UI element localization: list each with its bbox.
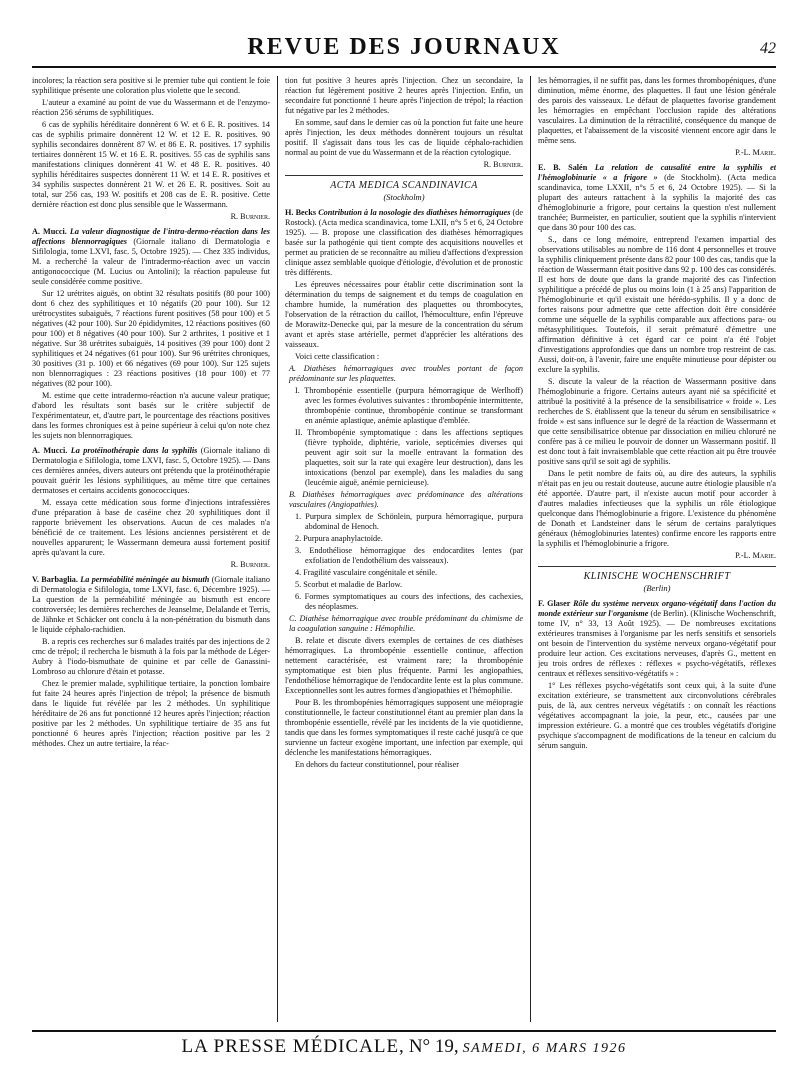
entry-text: (de Berlin). (Klinische Wochenschrift, tome IV, n° 33, 13 Août 1925). — De nombreuses excitations extérieures transmises à l'organisme par les nerfs sensitifs et sensoriels ont besoin de l'intervention du système nerveux organo-végétatif pour produire leur action. Ces excitations nerveuses, d'après G., mettent en jeu trois ordres de réflexes : réflexes « psycho-végétatifs, réflexes centraux et réflexes sensitivo-végétatifs » : bbox=[538, 608, 776, 678]
paragraph: S., dans ce long mémoire, entreprend l'examen impartial des observations utilisables au nombre de 116 dont 4 personnelles et trouve la syphilis cliniquement présente dans 82 pour 100 des cas, tandis que la réaction de Wassermann était positive dans 92 p. 100 des cas considérés. Il est hors de doute que dans la grande majorité des cas l'infection syphilitique a précédé de plus ou moins loin (1 à 25 ans) l'apparition de l'hémoglobinurie et qu'il existait une hérédo-syphilis. Il y a donc de fortes raisons pour admettre que cette affection doit être considérée comme une séquelle de la syphilis comparable aux affections para- ou métasyphilitiques. Toutefois, il serait prématuré d'émettre une affirmation définitive à cet égard car ce point n'a été l'objet d'investigations approfondies que dans un nombre trop restreint de cas. Aussi, doit-on, à l'avenir, faire une enquête minutieuse pour dépister ou exclure la syphilis. bbox=[538, 235, 776, 374]
paragraph: L'auteur a examiné au point de vue du Wassermann et de l'enzymo-réaction 256 sérums de syphilitiques. bbox=[32, 98, 270, 117]
entry-text: (de Rostock). (Acta medica scandinavica, tome LXII, n°s 5 et 6, 24 Octobre 1925). — B. propose une classification des diathèses hémorragiques basée sur la pathogénie qui tient compte des acquisitions nouvelles et permet au praticien de se reconnaître au milieu d'affections d'expression clinique assez semblable quoique d'étiologie, d'évolution et de pronostic très différents. bbox=[285, 207, 523, 277]
journal-heading: ACTA MEDICA SCANDINAVICA bbox=[330, 180, 478, 191]
paragraph: M. estime que cette intradermo-réaction n'a aucune valeur pratique; d'abord les résultats sont basés sur le critère subjectif de l'expérimentateur, et, d'autre part, le pourcentage des réactions positives dans les formes chroniques est à peine supérieur à celui qu'on note chez les sujets non blennorragiques. bbox=[32, 391, 270, 440]
footer-issue-number: N° 19, bbox=[408, 1036, 459, 1057]
entry-author: V. Barbaglia. bbox=[32, 575, 81, 584]
entry-text: (Giornale italiano di Dermatologia e Sifilologia, tome LXVI, fasc. 5, Octobre 1925). — Dans ces dernières années, divers auteurs ont prétendu que la protéinothérapie pouvait guérir les lésions syphilitiques, au même titre que certaines dermatoses et certains accidents gonococciques. bbox=[32, 446, 270, 495]
paragraph: S. discute la valeur de la réaction de Wassermann positive dans l'hémoglobinurie a frigore. Certains auteurs ayant nié sa spécificité et attribué la positivité à la présence de la sensibilisatrice « froide ». Les recherches de S. établissent que la teneur du sérum en sensibilisatrice « froide » est sans influence sur le degré de la réaction de Wassermann et que cette sensibilisatrice obtenue par dissociation en milieu chloruré ne confère pas à ce milieu le pouvoir de donner un Wassermann positif. Il est donc tout à fait invraisemblable que cette réaction ait pu être trouvée positive sans qu'il se soit agi de syphilis. bbox=[538, 377, 776, 466]
review-entry bbox=[538, 163, 776, 233]
paragraph: incolores; la réaction sera positive si le premier tube qui contient le foie syphilitique présente une coloration plus violette que le second. bbox=[32, 76, 270, 95]
classification-heading: A. Diathèses hémorragiques avec troubles portant de façon prédominante sur les plaquettes. bbox=[289, 363, 523, 383]
entry-author: H. Becks bbox=[285, 207, 319, 217]
article-columns bbox=[32, 76, 776, 1022]
journal-city: (Stockholm) bbox=[383, 192, 425, 203]
review-entry bbox=[538, 599, 776, 679]
column-rule bbox=[530, 76, 531, 1022]
column-3 bbox=[538, 76, 776, 1022]
paragraph: En dehors du facteur constitutionnel, pour réaliser bbox=[295, 759, 459, 769]
paragraph: M. essaya cette médication sous forme d'injections intrafessières d'une préparation à base de caséine chez 20 syphilitiques dont il rapporte brièvement les observations. Aucun de ces malades n'a bénéficié de ce traitement. Les lésions anciennes persistèrent et de nouvelles apparurent; le Wassermann demeura aussi fortement positif après qu'avant la cure. bbox=[32, 498, 270, 557]
paragraph: 6 cas de syphilis héréditaire donnèrent 6 W. et 6 E. R. positives. 14 cas de syphilis primaire donnèrent 12 W. et 12 E. R. positives. 90 syphilis secondaires donnèrent 87 W. et 86 E. R. positives. 17 syphilis tertiaires donnèrent 15 W. et 16 E. R. positives. 55 cas de syphilis sans manifestations cliniques donnèrent 41 W. et 48 E. R. positives. 40 syphilis héréditaires suspectes donnèrent 11 W. et 14 E. R. positives et 34 syphilis suspectes donnèrent 21 W. et 26 E. R. positives. Soit au total, sur 256 cas, 193 W. positifs et 208 cas de E. R. positive. Cette dernière réaction est donc plus sensible que le Wassermann. bbox=[32, 120, 270, 209]
review-entry bbox=[32, 227, 270, 287]
classification-item: II. Thrombopénie symptomatique : dans les affections septiques (fièvre typhoïde, diphtérie, variole, septicémies diverses qui peuvent agir soit sur la moelle entravant la formation des plaquettes, soit sur la rate qui exagère leur destruction), dans les intoxications (benzol par exemple), dans les maladies du sang (leucémie aiguë, anémie pernicieuse). bbox=[295, 427, 523, 487]
entry-text: (de Stockholm). (Acta medica scandinavica, tome LXXII, n°s 5 et 6, 24 Octobre 1925). — Si la plupart des auteurs rattachent à la syphilis la majorité des cas d'hémoglobinurie a frigore, pour certains la question n'est nullement tranchée; Burmeister, en particulier, soutient que la syphilis n'intervient que dans 30 pour 100 des cas. bbox=[538, 173, 776, 232]
paragraph: Chez le premier malade, syphilitique tertiaire, la ponction lombaire fut faite 24 heures après l'injection de trépol; la présence de bismuth dans le liquide fut révélée par les 2 méthodes. Un syphilitique héréditaire de 26 ans fut ponctionné 12 heures après l'injection; réaction positive par les 2 méthodes. Un syphilitique tertiaire de 35 ans fut ponctionné 6 heures après l'injection; réaction positive par les 2 méthodes. Chez un autre tertiaire, la réac- bbox=[32, 679, 270, 748]
journal-section-title: REVUE DES JOURNAUX bbox=[247, 34, 561, 60]
page-number: 42 bbox=[760, 40, 776, 57]
journal-heading: KLINISCHE WOCHENSCHRIFT bbox=[583, 571, 731, 582]
reviewer-signature: R. Burnier. bbox=[230, 212, 270, 221]
column-2 bbox=[285, 76, 523, 1022]
entry-author: F. Glaser bbox=[538, 598, 574, 608]
classification-item: 2. Purpura anaphylactoïde. bbox=[295, 533, 383, 543]
entry-author: A. Mucci. bbox=[32, 227, 70, 236]
entry-title: Contribution à la nosologie des diathèses hémorragiques bbox=[318, 207, 513, 217]
classification-item: 3. Endothéliose hémorragique des endocardites lentes (par exfoliation de l'endothélium des vaisseaux). bbox=[295, 545, 523, 565]
entry-text: (Giornale italiano di Dermatologia e Sifilologia, tome LXVI, fasc. 5, Octobre 1925). — Chez 335 individus, M. a recherché la valeur de l'intradermo-réaction avec un vaccin antigonococcique (M. Lucius ou Antolini); la réaction papuleuse fut seule considérée comme positive. bbox=[32, 237, 270, 286]
entry-title: La perméabilité méningée au bismuth bbox=[80, 575, 212, 584]
entry-title: La valeur diagnostique de l'intra-dermo-réaction dans les affections blennorragiques bbox=[32, 227, 270, 246]
section-divider bbox=[285, 175, 523, 176]
entry-title: La protéinothérapie dans la syphilis bbox=[70, 446, 201, 455]
classification-item: 5. Scorbut et maladie de Barlow. bbox=[295, 579, 403, 589]
paragraph: Pour B. les thrombopénies hémorragiques supposent une méiopragie constitutionnelle, le facteur constitutionnel étant au premier plan dans la thrombopénie essentielle, révélé par les incidents de la vie quotidienne, tandis que dans les formes symptomatiques il reste caché jusqu'à ce que survienne un facteur exogène important, une infection par exemple, qui déclenche les manifestations hémorragiques. bbox=[285, 697, 523, 757]
column-rule bbox=[277, 76, 278, 1022]
classification-heading: B. Diathèses hémorragiques avec prédominance des altérations vasculaires (Angiopathies). bbox=[289, 489, 523, 509]
reviewer-signature: R. Burnier. bbox=[230, 560, 270, 569]
paragraph: Sur 12 urétrites aiguës, on obtint 32 résultats positifs (80 pour 100) dont 6 chez des syphilitiques et 10 négatifs (20 pour 100). Sur 12 urétrocystites subaiguës, 7 réactions furent positives (58 pour 100) et 5 négatives (42 pour 100). Sur 20 épididymites, 12 réactions positives (60 pour 100) et 8 négatives (40 pour 100). Sur 2 arthrites, 1 positive et 1 négative. Sur 38 urétrites subaiguës, 14 positives (39 pour 100) dont 2 syphilitiques et 24 négatives (61 pour 100). Sur 96 urétrites chroniques, 30 positives (31 p. 100) et 66 négatives (69 pour 100). Sur 125 sujets non blennorragiques : 23 réactions positives (18 pour 100) et 77 négatives (82 pour 100). bbox=[32, 289, 270, 388]
paragraph: les hémorragies, il ne suffit pas, dans les formes thrombopéniques, d'une diminution, même énorme, des plaquettes. Il faut une lésion générale des parois des vaisseaux. Le défaut de plaquettes favorise grandement les hémorragies en empêchant l'occlusion rapide des altérations vasculaires. La diminution de la rétractilité, conséquence du manque de plaquettes, et l'abaissement de la viscosité viennent encore agir dans le même sens. bbox=[538, 76, 776, 145]
paragraph: 1° Les réflexes psycho-végétatifs sont ceux qui, à la suite d'une excitation extérieure, se transmettent aux circonvolutions cérébrales puis, de là, aux centres nerveux végétatifs : on connaît les réactions végétatives accompagnant la joie, la peur, etc., causées par une impression extérieure. G. a montré que ces troubles végétatifs d'origine psychique s'accompagnent de modifications de la teneur en calcium du sérum sanguin. bbox=[538, 680, 776, 750]
classification-heading: C. Diathèse hémorragique avec trouble prédominant du chimisme de la coagulation sanguine : Hémophilie. bbox=[289, 613, 523, 633]
classification-item: 1. Purpura simplex de Schönlein, purpura hémorragique, purpura abdominal de Henoch. bbox=[295, 511, 523, 531]
paragraph: B. a repris ces recherches sur 6 malades traités par des injections de 2 cmc de trépol; il rechercha le bismuth à la fois par la méthode de Léger-Aubry à l'iodo-bismuthate de quinine et par celle de Ganassini-Lombroso au chlorure d'étain et potasse. bbox=[32, 637, 270, 676]
column-1 bbox=[32, 76, 270, 1022]
review-entry bbox=[32, 575, 270, 635]
page-footer bbox=[32, 1030, 776, 1060]
reviewer-signature: R. Burnier. bbox=[483, 160, 523, 169]
footer-journal-name: LA PRESSE MÉDICALE, bbox=[181, 1036, 405, 1057]
footer-date: SAMEDI, 6 MARS 1926 bbox=[462, 1041, 627, 1056]
paragraph: Dans le petit nombre de faits où, au dire des auteurs, la syphilis n'était pas en jeu ou restait douteuse, aucune autre étiologie plausible n'a été apportée. D'autre part, il n'existe aucun motif pour accorder à d'autres maladies infectieuses que la syphilis un rôle étiologique quelconque dans l'hémoglobinurie a frigore. L'existence du phénomène de Donath et Landsteiner dans le sérum de certains paralytiques généraux (hémoglobinuries latentes) confirme encore les rapports entre la syphilis et l'hémoglobinurie a frigore. bbox=[538, 469, 776, 548]
entry-text: (Giornale italiano di Dermatologia e Sifilologia, tome LXVI, fasc. 6, Décembre 1925). — La question de la perméabilité méningée au bismuth est encore controversée; les dernières recherches de Jeanselme, Delalande et Terris, de Jähnke et Schäcker ont conclu à la non-pénétration du bismuth dans le liquide céphalo-rachidien. bbox=[32, 575, 270, 634]
section-divider bbox=[538, 566, 776, 567]
entry-title: La relation de causalité entre la syphilis et l'hémoglobinurie « a frigore » bbox=[538, 163, 776, 182]
paragraph: Voici cette classification : bbox=[295, 351, 380, 361]
review-entry bbox=[285, 208, 523, 278]
paragraph: tion fut positive 3 heures après l'injection. Chez un secondaire, la réaction fut légèrement positive 2 heures après l'injection. Enfin, un secondaire fut ponctionné 1 heure après l'injection de trépol; la réaction fut négative par les 2 méthodes. bbox=[285, 76, 523, 115]
entry-author: A. Mucci. bbox=[32, 446, 71, 455]
paragraph: B. relate et discute divers exemples de certaines de ces diathèses hémorragiques. La thrombopénie essentielle continue, affection nettement caractérisée, est vraiment rare; la thrombopénie symptomatique est bien plus fréquente. Parmi les angiopathies, l'endothéliose hémorragique de l'endocardite lente est la plus commune. Exceptionnelles sont les autres formes d'angiopathies et l'hémophilie. bbox=[285, 635, 523, 695]
review-entry bbox=[32, 446, 270, 496]
entry-title: Rôle du système nerveux organo-végétatif dans l'action du monde extérieur sur l'organisme bbox=[538, 598, 776, 618]
reviewer-signature: P.-L. Marie. bbox=[735, 148, 776, 157]
classification-item: I. Thrombopénie essentielle (purpura hémorragique de Werlhoff) avec les formes évolutives suivantes : thrombopénie intermittente, thrombopénie continue, thrombopénie continue se transformant en anémie aplastique, anémie aplastique d'emblée. bbox=[295, 385, 523, 425]
classification-item: 4. Fragilité vasculaire congénitale et sénile. bbox=[295, 567, 438, 577]
reviewer-signature: P.-L. Marie. bbox=[735, 551, 776, 560]
paragraph: Les épreuves nécessaires pour établir cette discrimination sont la détermination du temps de saignement et du temps de coagulation en chambre humide, la numération des plaquettes ou thrombocytes, l'observation de la rétraction du caillot, l'hémocultture, enfin l'épreuve de Morawitz-Denecke qui, par la mesure de la concentration du sérum avant et après stase artérielle, permet d'apprécier les altérations des vaisseaux. bbox=[285, 279, 523, 349]
journal-city: (Berlin) bbox=[643, 583, 671, 594]
classification-item: 6. Formes symptomatiques au cours des infections, des cachexies, des néoplasmes. bbox=[295, 591, 523, 611]
paragraph: En somme, sauf dans le dernier cas où la ponction fut faite une heure après l'injection, les deux méthodes donnèrent toujours un résultat positif. Il s'agissait dans tous les cas de liquide céphalo-rachidien normal au point de vue du Wassermann et de la réaction cytologique. bbox=[285, 118, 523, 157]
entry-author: E. B. Salén bbox=[538, 163, 595, 172]
page-header bbox=[32, 30, 776, 68]
